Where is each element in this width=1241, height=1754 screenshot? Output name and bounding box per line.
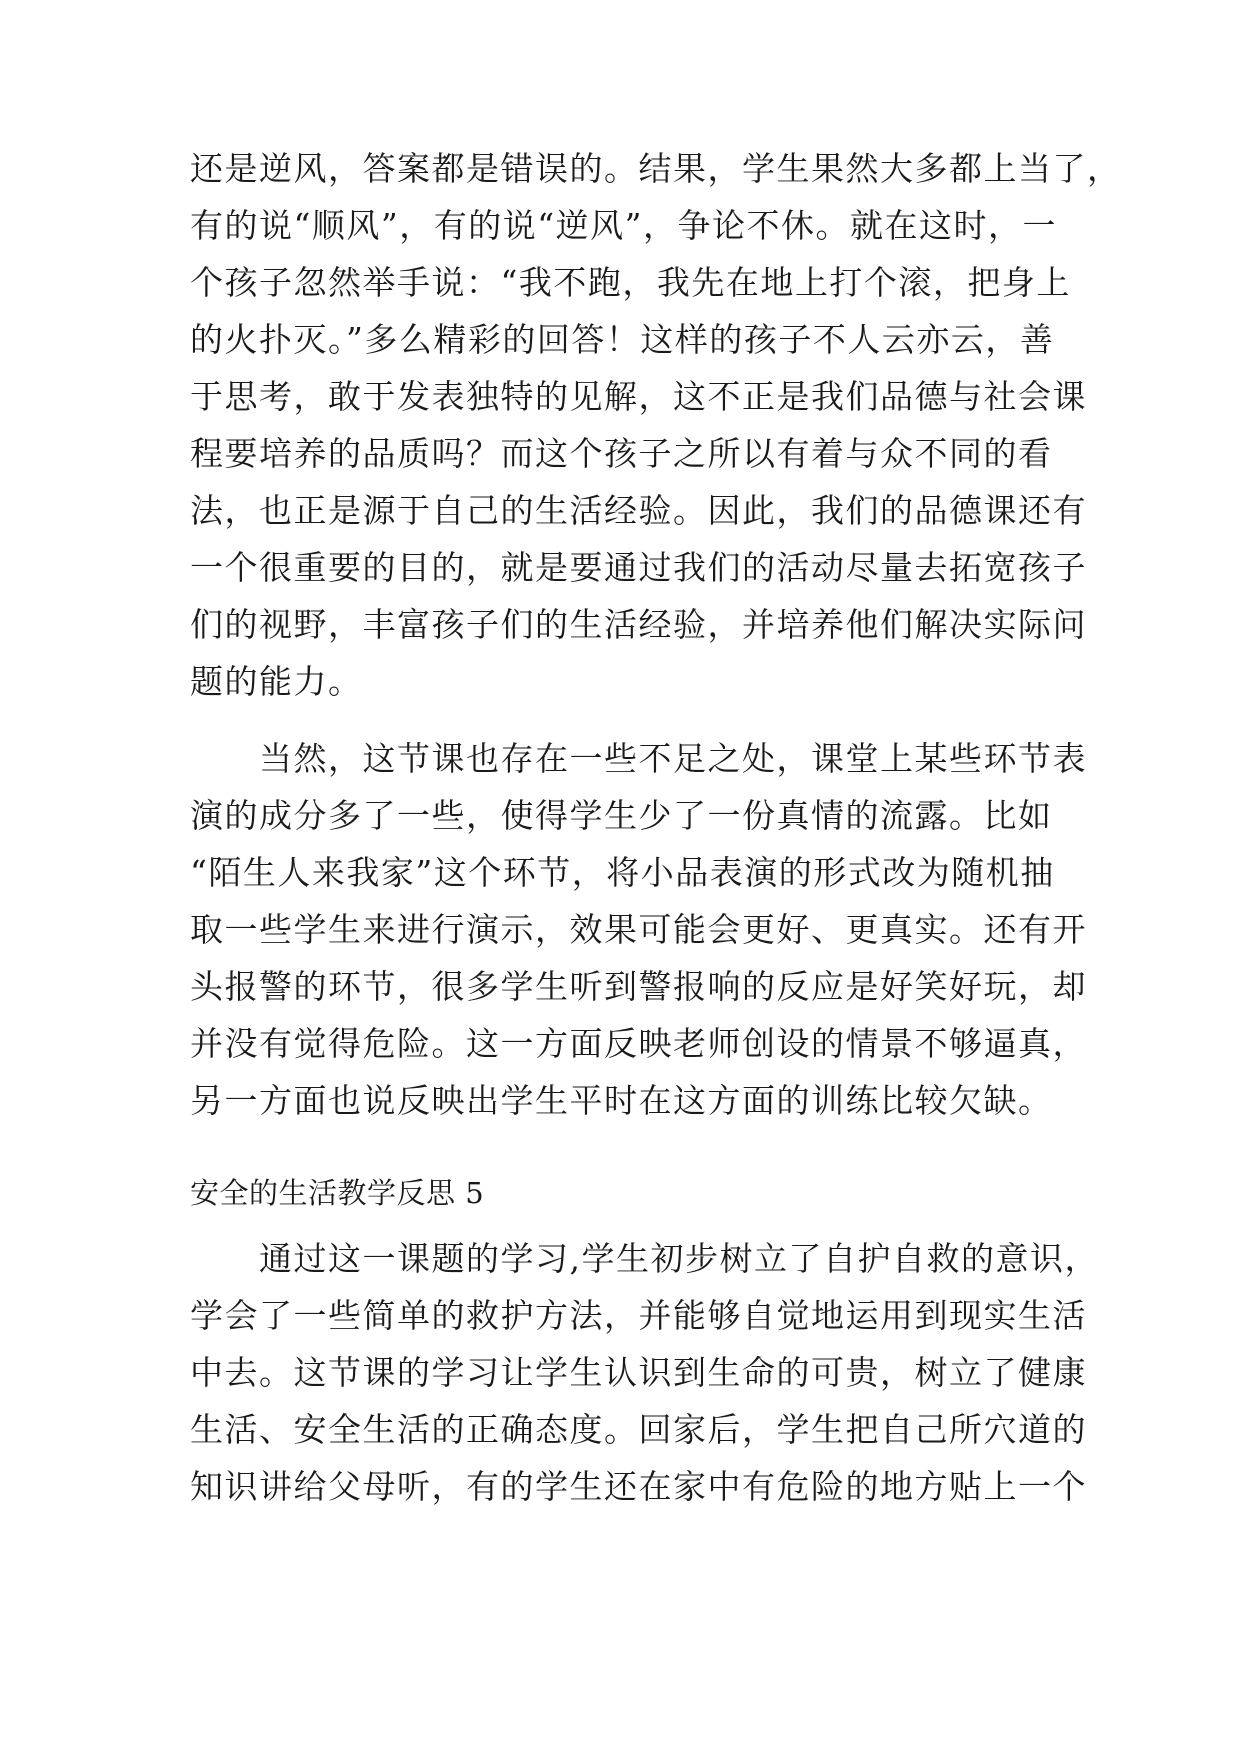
text-line: 于思考，敢于发表独特的见解，这不正是我们品德与社会课 — [190, 377, 1087, 416]
text-line: 个孩子忽然举手说：“我不跑，我先在地上打个滚，把身上 — [190, 263, 1071, 302]
text-line: 题的能力。 — [190, 662, 363, 701]
text-line: 演的成分多了一些，使得学生少了一份真情的流露。比如 — [190, 796, 1053, 835]
text-line: “陌生人来我家”这个环节，将小品表演的形式改为随机抽 — [190, 853, 1055, 892]
text-line: 当然，这节课也存在一些不足之处，课堂上某些环节表 — [190, 739, 1087, 778]
text-line: 还是逆风，答案都是错误的。结果，学生果然大多都上当了， — [190, 149, 1122, 188]
text-line: 头报警的环节，很多学生听到警报响的反应是好笑好玩，却 — [190, 967, 1087, 1006]
text-line: 法，也正是源于自己的生活经验。因此，我们的品德课还有 — [190, 491, 1087, 530]
text-line: 通过这一课题的学习,学生初步树立了自护自救的意识， — [190, 1239, 1099, 1278]
text-line: 生活、安全生活的正确态度。回家后，学生把自己所穴道的 — [190, 1410, 1087, 1449]
text-line: 知识讲给父母听，有的学生还在家中有危险的地方贴上一个 — [190, 1467, 1087, 1506]
text-line: 并没有觉得危险。这一方面反映老师创设的情景不够逼真， — [190, 1024, 1087, 1063]
text-line: 中去。这节课的学习让学生认识到生命的可贵，树立了健康 — [190, 1353, 1087, 1392]
section-title: 安全的生活教学反思 5 — [190, 1176, 485, 1210]
text-line: 们的视野，丰富孩子们的生活经验，并培养他们解决实际问 — [190, 605, 1087, 644]
text-line: 有的说“顺风”，有的说“逆风”，争论不休。就在这时，一 — [190, 206, 1057, 245]
text-line: 程要培养的品质吗？而这个孩子之所以有着与众不同的看 — [190, 434, 1053, 473]
text-line: 另一方面也说反映出学生平时在这方面的训练比较欠缺。 — [190, 1081, 1053, 1120]
text-line: 取一些学生来进行演示，效果可能会更好、更真实。还有开 — [190, 910, 1087, 949]
text-line: 学会了一些简单的救护方法，并能够自觉地运用到现实生活 — [190, 1296, 1087, 1335]
text-line: 一个很重要的目的，就是要通过我们的活动尽量去拓宽孩子 — [190, 548, 1087, 587]
text-line: 的火扑灭。”多么精彩的回答！这样的孩子不人云亦云，善 — [190, 320, 1055, 359]
